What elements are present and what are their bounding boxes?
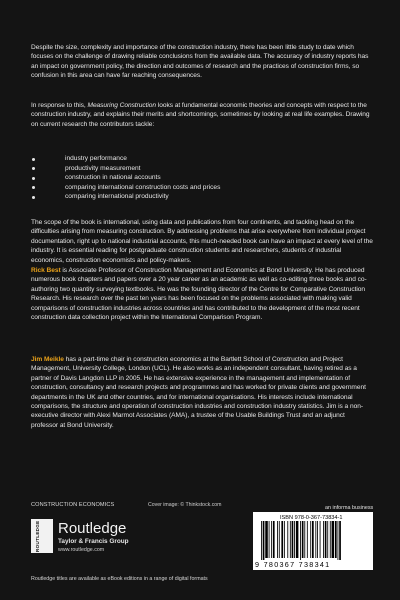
response-paragraph bbox=[31, 101, 373, 129]
bullet-icon bbox=[32, 158, 35, 161]
barcode-bar bbox=[307, 521, 308, 558]
barcode-bar bbox=[290, 521, 291, 558]
isbn-label: ISBN 978-0-367-73834-1 bbox=[280, 515, 343, 521]
barcode-bar bbox=[304, 521, 305, 558]
barcode-bar bbox=[317, 521, 318, 558]
publisher-name: Routledge bbox=[58, 520, 127, 537]
barcode-bar bbox=[296, 521, 299, 558]
barcode-bar bbox=[323, 521, 324, 558]
isbn-barcode bbox=[253, 512, 373, 570]
barcode-bar bbox=[269, 521, 270, 558]
logo-mark-text: ROUTLEDGE bbox=[35, 520, 40, 552]
topic-label: comparing international construction costs and prices bbox=[65, 183, 221, 191]
barcode-bar bbox=[339, 521, 341, 560]
author-bio bbox=[31, 355, 373, 430]
barcode-bar bbox=[330, 521, 331, 558]
barcode-bar bbox=[332, 521, 335, 558]
bullet-icon bbox=[32, 186, 35, 189]
response-rest: looks at fundamental economic theories and concepts with respect to the construction industry, and explains their merits and shortcomings, sometimes by looking at real life examples. Drawing on current research the contributors tackle: bbox=[31, 102, 370, 128]
series-name: CONSTRUCTION ECONOMICS bbox=[31, 502, 115, 508]
publisher-group: Taylor & Francis Group bbox=[58, 538, 129, 545]
barcode-bar bbox=[294, 521, 295, 558]
routledge-mark-icon bbox=[31, 519, 53, 553]
book-title: Measuring Construction bbox=[87, 102, 157, 109]
publisher-logo bbox=[31, 519, 181, 559]
barcode-bar bbox=[287, 521, 288, 558]
topic-label: comparing international productivity bbox=[65, 193, 169, 201]
barcode-bar bbox=[277, 521, 278, 558]
barcode-bar bbox=[273, 521, 275, 558]
informa-tagline: an informa business bbox=[325, 505, 374, 511]
barcode-bar bbox=[261, 521, 262, 560]
ebook-note: Routledge titles are available as eBook editions in a range of digital formats bbox=[31, 576, 208, 582]
response-prefix: In response to this, bbox=[31, 102, 88, 109]
bullet-icon bbox=[32, 177, 35, 180]
topic-list bbox=[31, 154, 331, 202]
barcode-bar bbox=[320, 521, 321, 558]
author-bio-text: has a part-time chair in construction economics at the Bartlett School of Construction and Project Management, University College, London (UCL). He also works as an independent consultant, having retired as a partner of Davis Langdon LLP in 2005. He has extensive experience in the management and implementation of construction, consultancy and research projects and programmes and has worked for private clients and government departments in the UK and other countries, and for international organisations. His interests include international comparisons, the structure and operation of construction industries and construction industry statistics. Jim is a non-executive director with Alexi Marmot Associates (AMA), a trustee of the Usable Buildings Trust and an adjunct professor at Bond University. bbox=[31, 356, 366, 429]
bullet-icon bbox=[32, 196, 35, 199]
barcode-bar bbox=[335, 521, 337, 558]
barcode-bar bbox=[338, 521, 339, 560]
barcode-bar bbox=[312, 521, 314, 558]
list-item bbox=[31, 192, 331, 202]
barcode-bar bbox=[284, 521, 285, 558]
barcode-bar bbox=[281, 521, 283, 558]
author-bio bbox=[31, 266, 373, 322]
barcode-bar bbox=[279, 521, 280, 558]
topic-label: construction in national accounts bbox=[65, 174, 161, 182]
intro-paragraph: Despite the size, complexity and importance of the construction industry, there has been little study to date which focuses on the challenge of drawing reliable conclusions from the available data. The accuracy of industry reports has an impact on government policy, the direction and outcomes of research and the practices of construction firms, so confusion in this area can have far reaching consequences. bbox=[31, 44, 369, 80]
ean-digits: 9 780367 738341 bbox=[255, 560, 331, 569]
cover-credit: Cover image: © Thinkstock.com bbox=[148, 502, 222, 508]
list-item bbox=[31, 164, 331, 174]
barcode-bar bbox=[292, 521, 294, 558]
topic-label: industry performance bbox=[65, 155, 127, 162]
barcode-bars-icon bbox=[259, 521, 367, 561]
barcode-bar bbox=[263, 521, 265, 560]
topic-label: productivity measurement bbox=[65, 164, 141, 172]
list-item bbox=[31, 183, 331, 193]
list-item bbox=[31, 154, 331, 164]
barcode-bar bbox=[265, 521, 268, 558]
author-name: Jim Meikle bbox=[31, 356, 64, 363]
author-bio-text: is Associate Professor of Construction Management and Economics at Bond University. He has produced numerous book chapters and papers over a 20 year career as an academic as well as co-editing three books and co-authoring two quantity surveying textbooks. He was the founding director of the Centre for Comparative Construction Research. His research over the past ten years has been focused on the problems associated with making valid comparisons of construction industries across countries and has contributed to the development of the most recent construction data collection project within the International Comparison Program. bbox=[31, 267, 367, 322]
barcode-bar bbox=[302, 521, 304, 558]
bullet-icon bbox=[32, 167, 35, 170]
list-item bbox=[31, 173, 331, 183]
barcode-bar bbox=[315, 521, 316, 558]
barcode-bar bbox=[300, 521, 301, 560]
barcode-bar bbox=[310, 521, 311, 558]
barcode-bar bbox=[271, 521, 272, 558]
scope-paragraph: The scope of the book is international, using data and publications from four continents, and tackling head on the difficulties arising from measuring construction. By addressing problems that arise everywhere from individual project documentation, right up to national industrial accounts, this much-needed book can have an impact at every level of the industry. It is essential reading for postgraduate construction students and researchers, students of industrial economics, construction economists and policy-makers. bbox=[31, 219, 373, 264]
barcode-bar bbox=[325, 521, 327, 558]
barcode-bar bbox=[327, 521, 328, 558]
publisher-url: www.routledge.com bbox=[58, 547, 105, 553]
author-name: Rick Best bbox=[31, 267, 61, 274]
